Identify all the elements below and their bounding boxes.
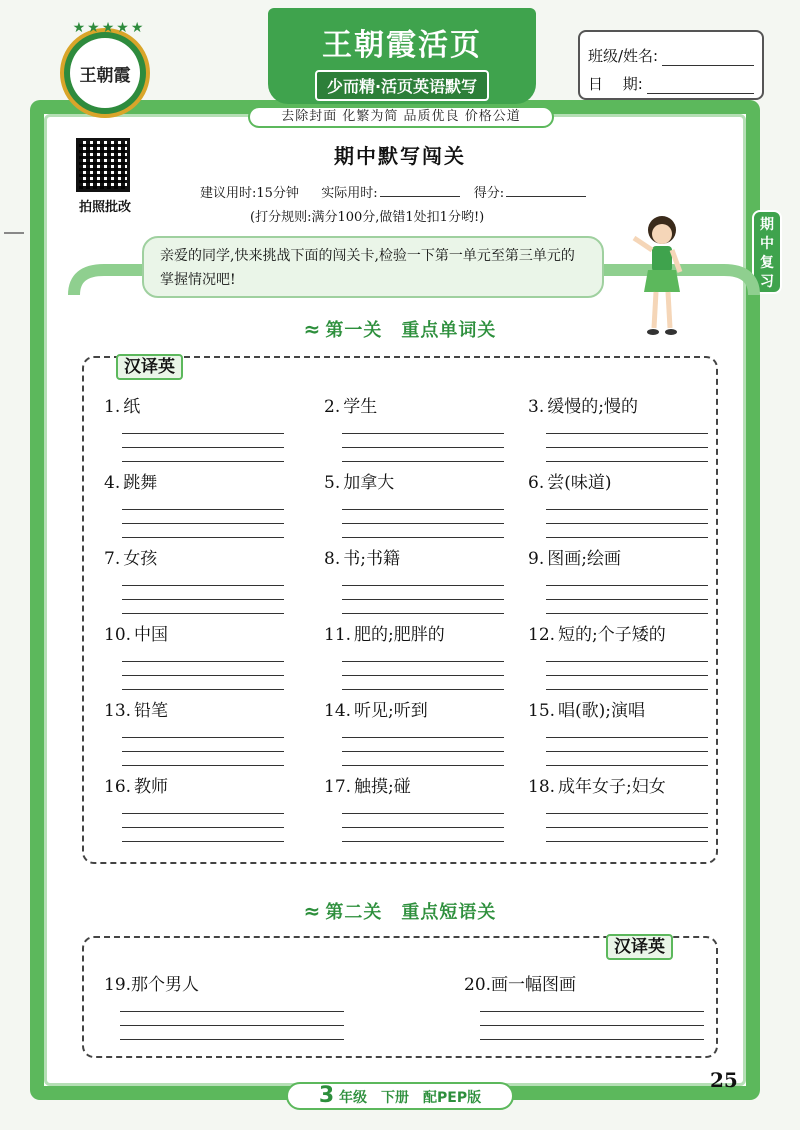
wave-icon: ≈ bbox=[303, 899, 322, 923]
item-number: 5. bbox=[324, 473, 341, 493]
item-text: 中国 bbox=[134, 625, 169, 645]
item-text: 铅笔 bbox=[134, 701, 169, 721]
word-prompt bbox=[528, 392, 708, 420]
answer-line[interactable] bbox=[546, 448, 708, 462]
answer-line[interactable] bbox=[120, 1012, 344, 1026]
word-prompt bbox=[528, 772, 708, 800]
slogan: 去除封面 化繁为简 品质优良 价格公道 bbox=[248, 106, 554, 128]
answer-line[interactable] bbox=[342, 524, 504, 538]
item-number: 2. bbox=[324, 397, 341, 417]
star-icon: ★★★★★ bbox=[72, 20, 146, 36]
answer-line[interactable] bbox=[342, 510, 504, 524]
item-text: 教师 bbox=[134, 777, 169, 797]
word-item bbox=[104, 620, 284, 690]
answer-line[interactable] bbox=[122, 752, 284, 766]
item-text: 尝(味道) bbox=[547, 473, 612, 493]
brand-logo bbox=[60, 20, 150, 118]
answer-line[interactable] bbox=[342, 828, 504, 842]
item-text: 女孩 bbox=[123, 549, 158, 569]
word-prompt bbox=[104, 696, 284, 724]
item-number: 9. bbox=[528, 549, 545, 569]
item-number: 6. bbox=[528, 473, 545, 493]
item-text: 画一幅图画 bbox=[491, 975, 577, 995]
date-row bbox=[588, 66, 754, 94]
banner-title: 王朝霞活页 bbox=[322, 28, 482, 63]
answer-line[interactable] bbox=[546, 586, 708, 600]
word-prompt bbox=[528, 696, 708, 724]
item-text: 图画;绘画 bbox=[547, 549, 621, 569]
item-text: 书;书籍 bbox=[343, 549, 400, 569]
word-prompt bbox=[324, 696, 504, 724]
item-number: 18. bbox=[528, 777, 556, 797]
answer-line[interactable] bbox=[342, 814, 504, 828]
answer-line[interactable] bbox=[546, 572, 708, 586]
item-number: 4. bbox=[104, 473, 121, 493]
item-text: 成年女子;妇女 bbox=[558, 777, 666, 797]
student-info-box bbox=[578, 30, 764, 100]
word-item bbox=[324, 696, 504, 766]
word-prompt bbox=[104, 468, 284, 496]
word-prompt bbox=[104, 392, 284, 420]
item-number: 8. bbox=[324, 549, 341, 569]
answer-line[interactable] bbox=[546, 752, 708, 766]
word-item bbox=[104, 468, 284, 538]
answer-line[interactable] bbox=[546, 724, 708, 738]
section1-title-text: 第一关 重点单词关 bbox=[325, 320, 497, 341]
item-number: 11. bbox=[324, 625, 352, 645]
answer-line[interactable] bbox=[480, 998, 704, 1012]
item-number: 17. bbox=[324, 777, 352, 797]
answer-line[interactable] bbox=[120, 1026, 344, 1040]
answer-line[interactable] bbox=[122, 572, 284, 586]
answer-line[interactable] bbox=[122, 648, 284, 662]
answer-line[interactable] bbox=[122, 738, 284, 752]
grade-text: 年级 下册 配PEP版 bbox=[339, 1090, 482, 1106]
qr-label: 拍照批改 bbox=[78, 200, 131, 215]
answer-line[interactable] bbox=[122, 586, 284, 600]
word-prompt bbox=[324, 544, 504, 572]
section2-tag: 汉译英 bbox=[606, 934, 673, 960]
item-text: 加拿大 bbox=[343, 473, 395, 493]
answer-line[interactable] bbox=[122, 676, 284, 690]
margin-mark bbox=[4, 232, 24, 234]
item-text: 听见;听到 bbox=[354, 701, 428, 721]
answer-line[interactable] bbox=[122, 510, 284, 524]
item-number: 16. bbox=[104, 777, 132, 797]
word-prompt bbox=[324, 468, 504, 496]
answer-line[interactable] bbox=[546, 420, 708, 434]
item-text: 学生 bbox=[343, 397, 378, 417]
header-banner bbox=[268, 8, 536, 104]
item-number: 14. bbox=[324, 701, 352, 721]
answer-line[interactable] bbox=[342, 434, 504, 448]
grade-number: 3 bbox=[318, 1083, 335, 1108]
word-prompt bbox=[324, 392, 504, 420]
answer-line[interactable] bbox=[120, 998, 344, 1012]
wave-icon: ≈ bbox=[303, 317, 322, 341]
word-prompt bbox=[104, 772, 284, 800]
banner-subtitle: 少而精·活页英语默写 bbox=[315, 70, 489, 101]
word-prompt bbox=[528, 620, 708, 648]
answer-line[interactable] bbox=[122, 448, 284, 462]
answer-line[interactable] bbox=[342, 600, 504, 614]
answer-line[interactable] bbox=[342, 800, 504, 814]
answer-line[interactable] bbox=[546, 434, 708, 448]
answer-line[interactable] bbox=[342, 448, 504, 462]
answer-line[interactable] bbox=[342, 496, 504, 510]
answer-line[interactable] bbox=[546, 800, 708, 814]
word-item bbox=[528, 696, 708, 766]
section2-title bbox=[250, 898, 550, 924]
item-number: 3. bbox=[528, 397, 545, 417]
word-item bbox=[324, 392, 504, 462]
intro-speech-bubble: 亲爱的同学,快来挑战下面的闯关卡,检验一下第一单元至第三单元的掌握情况吧! bbox=[142, 236, 604, 298]
word-item bbox=[324, 772, 504, 842]
answer-line[interactable] bbox=[342, 572, 504, 586]
girl-illustration-icon bbox=[624, 210, 694, 340]
phrase-item bbox=[104, 970, 344, 1040]
name-row bbox=[588, 38, 754, 66]
phrase-prompt bbox=[104, 970, 344, 998]
item-number: 20. bbox=[464, 975, 492, 995]
time-actual-label: 实际用时: bbox=[321, 186, 378, 201]
item-number: 7. bbox=[104, 549, 121, 569]
word-prompt bbox=[104, 620, 284, 648]
answer-line[interactable] bbox=[480, 1026, 704, 1040]
answer-line[interactable] bbox=[122, 496, 284, 510]
word-item bbox=[528, 544, 708, 614]
answer-line[interactable] bbox=[480, 1012, 704, 1026]
date-label: 日 期: bbox=[588, 75, 643, 93]
answer-line[interactable] bbox=[122, 800, 284, 814]
date-input-line[interactable] bbox=[647, 76, 754, 94]
answer-line[interactable] bbox=[342, 648, 504, 662]
item-number: 10. bbox=[104, 625, 132, 645]
answer-line[interactable] bbox=[342, 586, 504, 600]
item-text: 触摸;碰 bbox=[354, 777, 411, 797]
word-item bbox=[528, 620, 708, 690]
time-score-row bbox=[200, 182, 596, 201]
score-blank[interactable] bbox=[506, 196, 586, 197]
page-number: 25 bbox=[710, 1068, 738, 1092]
item-number: 15. bbox=[528, 701, 556, 721]
word-prompt bbox=[104, 544, 284, 572]
answer-line[interactable] bbox=[546, 524, 708, 538]
word-item bbox=[104, 696, 284, 766]
word-item bbox=[324, 544, 504, 614]
answer-line[interactable] bbox=[122, 524, 284, 538]
item-text: 唱(歌);演唱 bbox=[558, 701, 646, 721]
answer-line[interactable] bbox=[546, 676, 708, 690]
word-prompt bbox=[324, 772, 504, 800]
word-item bbox=[528, 468, 708, 538]
item-text: 跳舞 bbox=[123, 473, 158, 493]
qr-code-icon[interactable] bbox=[76, 138, 130, 192]
answer-line[interactable] bbox=[546, 814, 708, 828]
section1-title bbox=[250, 316, 550, 342]
side-tab: 期中复习 bbox=[752, 210, 782, 294]
answer-line[interactable] bbox=[546, 738, 708, 752]
logo-text: 王朝霞 bbox=[70, 38, 140, 108]
item-text: 肥的;肥胖的 bbox=[354, 625, 445, 645]
item-number: 13. bbox=[104, 701, 132, 721]
item-text: 纸 bbox=[123, 397, 141, 417]
item-text: 那个男人 bbox=[131, 975, 200, 995]
section2-title-text: 第二关 重点短语关 bbox=[325, 902, 497, 923]
phrase-prompt bbox=[464, 970, 704, 998]
answer-line[interactable] bbox=[122, 724, 284, 738]
answer-line[interactable] bbox=[546, 510, 708, 524]
answer-line[interactable] bbox=[546, 662, 708, 676]
word-item bbox=[324, 468, 504, 538]
footer-grade-badge bbox=[286, 1082, 514, 1110]
answer-line[interactable] bbox=[122, 814, 284, 828]
word-item bbox=[528, 392, 708, 462]
word-item bbox=[324, 620, 504, 690]
word-item bbox=[104, 392, 284, 462]
word-item bbox=[104, 772, 284, 842]
answer-line[interactable] bbox=[342, 676, 504, 690]
word-item bbox=[104, 544, 284, 614]
word-prompt bbox=[324, 620, 504, 648]
item-text: 缓慢的;慢的 bbox=[547, 397, 638, 417]
answer-line[interactable] bbox=[342, 662, 504, 676]
answer-line[interactable] bbox=[546, 828, 708, 842]
answer-line[interactable] bbox=[342, 724, 504, 738]
answer-line[interactable] bbox=[546, 648, 708, 662]
item-number: 12. bbox=[528, 625, 556, 645]
phrase-item bbox=[464, 970, 704, 1040]
answer-line[interactable] bbox=[342, 752, 504, 766]
name-input-line[interactable] bbox=[662, 48, 754, 66]
item-text: 短的;个子矮的 bbox=[558, 625, 666, 645]
word-prompt bbox=[528, 468, 708, 496]
answer-line[interactable] bbox=[122, 662, 284, 676]
time-actual-blank[interactable] bbox=[380, 196, 460, 197]
answer-line[interactable] bbox=[342, 738, 504, 752]
answer-line[interactable] bbox=[546, 600, 708, 614]
answer-line[interactable] bbox=[122, 600, 284, 614]
answer-line[interactable] bbox=[342, 420, 504, 434]
score-rules: (打分规则:满分100分,做错1处扣1分哟!) bbox=[250, 210, 485, 225]
time-suggest: 建议用时:15分钟 bbox=[200, 186, 299, 201]
answer-line[interactable] bbox=[122, 828, 284, 842]
name-label: 班级/姓名: bbox=[588, 47, 659, 65]
item-number: 1. bbox=[104, 397, 121, 417]
score-label: 得分: bbox=[473, 186, 505, 201]
answer-line[interactable] bbox=[546, 496, 708, 510]
item-number: 19. bbox=[104, 975, 132, 995]
word-item bbox=[528, 772, 708, 842]
exam-title: 期中默写闯关 bbox=[334, 144, 466, 168]
section1-tag: 汉译英 bbox=[116, 354, 183, 380]
word-prompt bbox=[528, 544, 708, 572]
answer-line[interactable] bbox=[122, 420, 284, 434]
answer-line[interactable] bbox=[122, 434, 284, 448]
